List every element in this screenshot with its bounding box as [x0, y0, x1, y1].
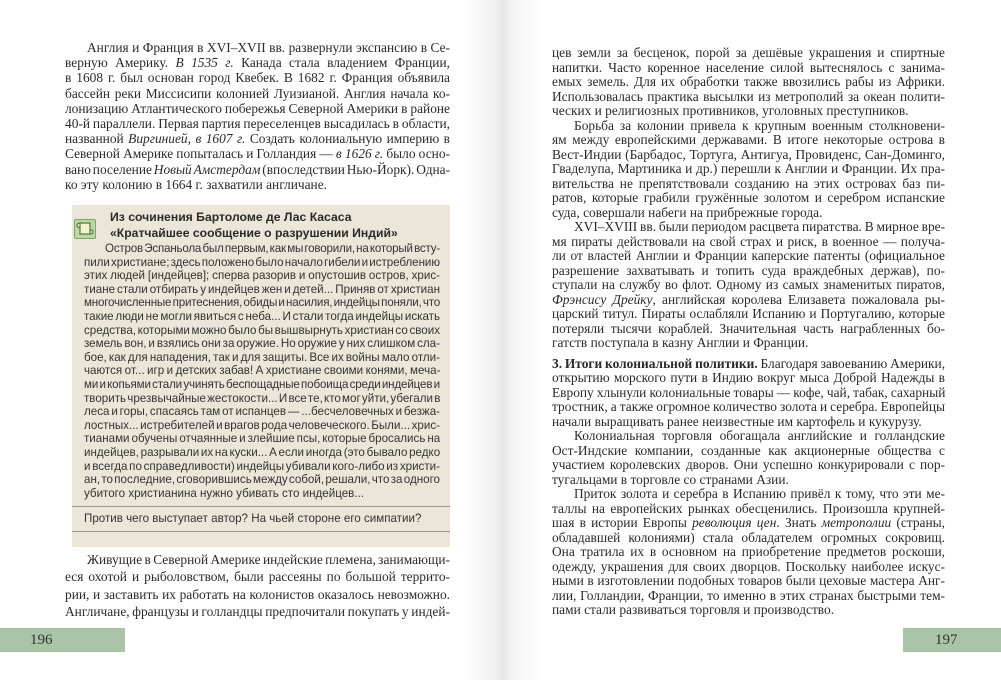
- paragraph: [552, 220, 945, 351]
- source-title: [110, 209, 398, 241]
- text-line: Она тратила их в основном на приобретение предметов роскоши,: [552, 544, 945, 559]
- italic-text: Фрэнсису Дрейку: [552, 291, 653, 307]
- paragraph: [552, 429, 945, 487]
- text-line: 40-й параллели. Первая партия переселенцев высадилась в области,: [65, 116, 450, 132]
- text-line: вано поселение Новый Амстердам (впоследствии Нью-Йорк). Одна-: [65, 161, 451, 177]
- text-line: лии, Голландии, Франции, то именно в этих странах быстрыми тем-: [552, 587, 945, 603]
- paragraph: [552, 357, 945, 430]
- text-line: Борьба за колонии привела к крупным военным столкновени-: [574, 117, 945, 133]
- text-line: ступали на службу во флот. Одному из самых знаменитых пиратов,: [552, 277, 945, 292]
- text-line: и всегда по справедливости) индейцы убивали кого-либо из христи-: [84, 459, 440, 473]
- text-line: Вест-Индии (Барбадос, Тортуга, Антигуа, Провиденс, Сан-Доминго,: [552, 146, 945, 162]
- text-line: средства, которыми можно было бы вышвырнуть христиан со своих: [84, 323, 440, 337]
- right-page-text: [552, 46, 945, 618]
- text-line: бассейн реки Миссисипи колонией Луизианой. Англия начала ко-: [65, 85, 450, 101]
- paragraph: [552, 46, 945, 119]
- text-line: суда, совершали набеги на прибрежные города.: [552, 204, 823, 220]
- source-title-line-2: «Кратчайшее сообщение о разрушении Индий»: [110, 226, 398, 240]
- paragraph: [65, 551, 450, 621]
- source-question: Против чего выступает автор? На чьей стороне его симпатии?: [84, 512, 422, 525]
- text-line: участием королевских дворов. Они успешно конкурировали с пор-: [552, 457, 945, 472]
- text-line: царский титул. Пираты ослабляли Испанию и Португалию, которые: [552, 306, 945, 321]
- page-number-197: 197: [935, 632, 958, 648]
- text-line: таллы на европейских рынках обесценились. Произошла крупней-: [552, 500, 945, 516]
- italic-text: В 1535 г.: [175, 55, 234, 71]
- text-line: ко эту колонию в 1664 г. захватили англичане.: [65, 176, 328, 192]
- text-line: ми и копьями стали учинять беспощадные побоища среди индейцев и: [84, 377, 440, 391]
- paragraph: [552, 487, 945, 618]
- text-line: такие люди не могли явиться с неба... И стали тогда индейцы искать: [84, 309, 440, 323]
- bold-text: 3. Итоги колониальной политики.: [552, 355, 758, 371]
- text-line: 3. Итоги колониальной политики. Благодаря завоеванию Америки,: [552, 355, 946, 371]
- text-line: пами стали развиваться торговля и производство.: [552, 602, 835, 617]
- text-line: гатств поступала в казну Англии и Франции.: [552, 335, 809, 350]
- text-line: потеряли тысячи кораблей. Значительная часть награбленных бо-: [552, 320, 945, 336]
- italic-text: Виргинией, в 1607 г.: [128, 131, 246, 147]
- text-line: Англичане, французы и голландцы предпочитали покупать у индей-: [65, 604, 450, 620]
- italic-text: революция цен: [692, 515, 777, 530]
- text-line: лонизацию Атлантического побережья Северной Америки в районе: [65, 100, 450, 116]
- page-number-left: [0, 628, 125, 652]
- text-line: еся охотой и рыболовством, были рассеяны по большой террито-: [65, 569, 450, 585]
- paragraph: [65, 40, 450, 192]
- text-line: Ост-Индские компании, созданные как акционерные общества с: [552, 442, 945, 458]
- text-line: лостных... истребителей и врагов рода человеческого. Были... хрис-: [84, 418, 440, 432]
- text-line: творить чрезвычайные жестокости... И все те, кто мог уйти, убегали в: [84, 391, 441, 405]
- source-divider-top: [72, 506, 450, 507]
- text-line: названной Виргинией, в 1607 г. Создать колониальную империю в: [65, 131, 450, 147]
- text-line: ан, то последние, сговорившись между собой, решали, что за одного: [84, 473, 440, 487]
- text-line: XVI–XVIII вв. были периодом расцвета пиратства. В мирное вре-: [574, 219, 946, 234]
- text-line: Живущие в Северной Америке индейские племена, занимающи-: [87, 552, 450, 567]
- book-gutter: [462, 0, 542, 680]
- scroll-icon: [74, 219, 96, 239]
- text-line: земель вон, и взялись они за оружие. Но оружие у них слишком сла-: [84, 337, 440, 351]
- text-line: шая в истории Европы революция цен. Знать метрополии (страны,: [552, 515, 945, 530]
- italic-text: Новый Амстердам: [153, 161, 261, 177]
- text-line: многочисленные притеснения, обиды и насилия, индейцы поняли, что: [84, 296, 440, 310]
- text-line: Северной Америке попыталась и Голландия — в 1626 г. было осно-: [65, 146, 450, 162]
- text-line: рии, и заставить их работать на колонистов оказалось невозможно.: [65, 586, 450, 602]
- source-title-line-1: Из сочинения Бартоломе де Лас Касаса: [110, 210, 352, 224]
- text-line: мя пираты действовали на свой страх и риск, в военное — получа-: [552, 233, 945, 249]
- text-line: начали выращивать ранее неизвестные им картофель и кукурузу.: [552, 413, 922, 429]
- text-line: Гваделупа, Мартиника и др.) перешли к Англии и Франции. Их пра-: [552, 161, 945, 176]
- text-line: Европу хлынули колониальные товары — кофе, чай, табак, сахарный: [552, 384, 946, 400]
- text-line: вительства не препятствовали созданию на этих островах баз пи-: [552, 175, 945, 191]
- text-line: одежду, украшения для своих дворцов. Поскольку наиболее искус-: [552, 558, 945, 574]
- left-paragraph-2: [65, 551, 450, 621]
- text-line: тианами обучены отчаянные и злейшие псы, которые бросались на: [84, 432, 441, 446]
- text-line: обладавшей колониями) стала обладателем огромных сокровищ.: [552, 529, 945, 545]
- paragraph: [552, 119, 945, 221]
- text-line: леса и горы, спасаясь там от испанцев — ...бесчеловечных и безжа-: [84, 405, 440, 419]
- left-paragraph-1: [65, 40, 450, 192]
- text-line: разрешение захватывать и топить суда враждебных держав), по-: [552, 262, 945, 278]
- text-line: Колониальная торговля обогащала английские и голландские: [574, 428, 945, 443]
- text-line: Использовалась практика высылки из метрополий за океан полити-: [552, 88, 945, 104]
- text-line: тиане стали отбирать у индейцев жен и детей... Приняв от христиан: [84, 282, 440, 296]
- paragraph: [84, 242, 440, 500]
- text-line: ными в изготовлении подобных товаров были цеховые мастера Анг-: [552, 573, 945, 588]
- page-number-196: 196: [30, 632, 53, 648]
- text-line: цев земли за бесценок, порой за дешёвые украшения и спиртные: [552, 45, 945, 60]
- text-line: Остров Эспаньола был первым, как мы говорили, на который всту-: [105, 242, 440, 255]
- text-line: ям между европейскими державами. В итоге некоторые острова в: [552, 132, 945, 147]
- text-line: в 1608 г. был основан город Квебек. В 1682 г. Франция объявила: [65, 70, 450, 86]
- text-line: чаются от... игр и детских забав! А христиане своими конями, меча-: [84, 364, 441, 378]
- text-line: индейцев, разрывали их на куски... А если иногда (это бывало редко: [84, 445, 441, 459]
- italic-text: в 1626 г.: [335, 146, 384, 162]
- text-line: открытию морского пути в Индию вокруг мыса Доброй Надежды в: [552, 370, 945, 385]
- text-line: пили христиане; здесь положено было начало гибели и истреблению: [84, 255, 440, 269]
- text-line: этих людей [индейцев]; сперва разорив и опустошив остров, хрис-: [84, 269, 440, 283]
- text-line: убитого христианина нужно убивать сто индейцев...: [84, 486, 365, 500]
- text-line: ли от властей Англии и Франции каперские патенты (официальное: [552, 248, 945, 263]
- text-line: напитки. Часто коренное население силой вытеснялось с занима-: [552, 59, 945, 75]
- text-line: тростник, а также огромное количество золота и серебра. Европейцы: [552, 399, 945, 414]
- text-line: емых земель. Для их обработки также ввозились рабы из Африки.: [552, 74, 945, 89]
- text-line: верную Америку. В 1535 г. Канада стала владением Франции,: [65, 55, 450, 71]
- text-line: тугальцами в торговле со странами Азии.: [552, 471, 789, 487]
- text-line: Англия и Франция в XVI–XVII вв. развернули экспансию в Се-: [87, 40, 450, 55]
- text-line: Приток золота и серебра в Испанию привёл к тому, что эти ме-: [574, 486, 945, 501]
- source-divider-bottom: [72, 531, 450, 532]
- text-line: бое, как для нападения, так и для защиты. Все их войны мало отли-: [84, 350, 440, 364]
- source-text: [84, 242, 440, 500]
- page-number-right: [903, 628, 1001, 652]
- text-line: ческих и религиозных противников, уголовных преступников.: [552, 103, 909, 118]
- text-line: Фрэнсису Дрейку, английская королева Елизавета пожаловала ры-: [552, 291, 945, 307]
- italic-text: метрополии: [821, 515, 892, 530]
- text-line: ратов, которые грабили гружённые золотом и серебром испанские: [552, 190, 945, 205]
